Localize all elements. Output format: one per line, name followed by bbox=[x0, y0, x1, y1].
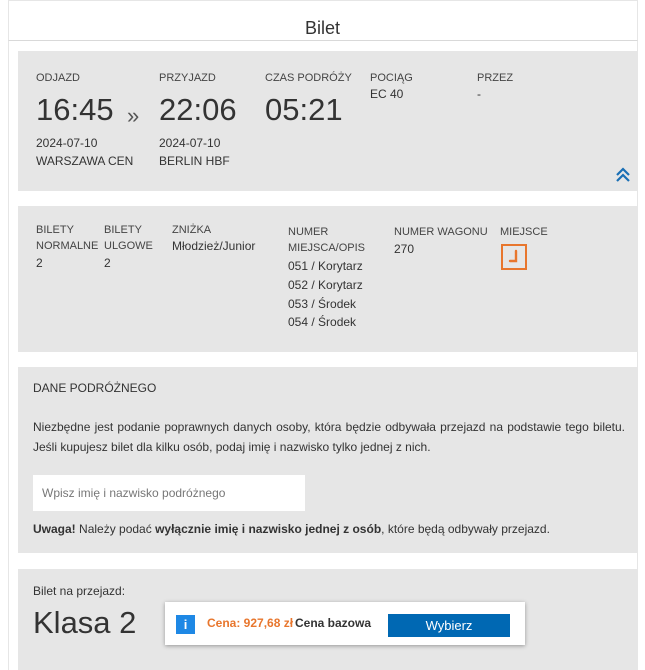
journey-panel bbox=[18, 51, 638, 191]
reduced-tickets-label-1: BILETY bbox=[104, 224, 142, 236]
via-value: - bbox=[477, 87, 481, 101]
train-value: EC 40 bbox=[370, 87, 404, 101]
seat-number-item: 053 / Środek bbox=[288, 297, 357, 311]
normal-tickets-label-1: BILETY bbox=[36, 224, 74, 236]
fare-panel bbox=[18, 569, 638, 670]
seat-numbers-label-1: NUMER bbox=[288, 226, 329, 238]
seat-number-item: 052 / Korytarz bbox=[288, 278, 363, 292]
warning-bold: Uwaga! bbox=[33, 522, 76, 536]
arrival-time: 22:06 bbox=[159, 92, 237, 127]
passenger-warning bbox=[33, 520, 633, 539]
price-label: Cena: 927,68 zł bbox=[207, 616, 294, 630]
passenger-heading: DANE PODRÓŻNEGO bbox=[33, 381, 157, 395]
arrival-label: PRZYJAZD bbox=[159, 72, 216, 84]
arrow-icon: » bbox=[127, 103, 140, 128]
seat-number-item: 051 / Korytarz bbox=[288, 259, 363, 273]
wagon-value: 270 bbox=[394, 242, 415, 256]
via-label: PRZEZ bbox=[477, 72, 514, 84]
double-chevron-up-icon[interactable] bbox=[615, 167, 631, 183]
departure-label: ODJAZD bbox=[36, 72, 80, 84]
passenger-panel bbox=[18, 367, 638, 553]
seat-number-item: 054 / Środek bbox=[288, 315, 357, 329]
reduced-tickets-value: 2 bbox=[104, 256, 111, 270]
fare-option bbox=[165, 602, 525, 645]
arrival-date: 2024-07-10 bbox=[159, 136, 221, 150]
passenger-name-input[interactable] bbox=[33, 475, 305, 511]
duration-value: 05:21 bbox=[265, 92, 343, 127]
duration-label: CZAS PODRÓŻY bbox=[265, 72, 352, 84]
discount-value: Młodzież/Junior bbox=[172, 239, 256, 253]
departure-time: 16:45 bbox=[36, 92, 114, 127]
fare-type: Cena bazowa bbox=[295, 616, 372, 630]
departure-station: WARSZAWA CEN bbox=[36, 154, 134, 168]
info-icon[interactable]: i bbox=[176, 615, 195, 634]
normal-tickets-value: 2 bbox=[36, 256, 43, 270]
fare-label: Bilet na przejazd: bbox=[33, 584, 126, 598]
arrival-station: BERLIN HBF bbox=[159, 154, 230, 168]
train-label: POCIĄG bbox=[370, 72, 413, 84]
fare-class: Klasa 2 bbox=[33, 605, 137, 640]
seat-icon[interactable] bbox=[501, 244, 527, 270]
normal-tickets-label-2: NORMALNE bbox=[36, 240, 99, 252]
seat-numbers-label-2: MIEJSCA/OPIS bbox=[288, 242, 366, 254]
discount-label: ZNIŻKA bbox=[172, 224, 212, 236]
warning-text-2: , które będą odbywały przejazd. bbox=[381, 522, 550, 536]
reduced-tickets-label-2: ULGOWE bbox=[104, 240, 153, 252]
passenger-description: Niezbędne jest podanie poprawnych danych osoby, która będzie odbywała przejazd na podstawie tego biletu. Jeśli kupujesz bilet dla kilku osób, podaj imię i nazwisko tylko jednej z nich. bbox=[33, 420, 625, 454]
warning-text-1: Należy podać bbox=[75, 522, 156, 536]
warning-bold-2: wyłącznie imię i nazwisko jednej z osób bbox=[155, 522, 382, 536]
seat-map-label: MIEJSCE bbox=[500, 226, 548, 238]
select-button[interactable]: Wybierz bbox=[388, 614, 510, 637]
wagon-label: NUMER WAGONU bbox=[394, 226, 488, 238]
ticket-details-panel bbox=[18, 206, 638, 352]
page-title: Bilet bbox=[304, 18, 340, 38]
departure-date: 2024-07-10 bbox=[36, 136, 98, 150]
